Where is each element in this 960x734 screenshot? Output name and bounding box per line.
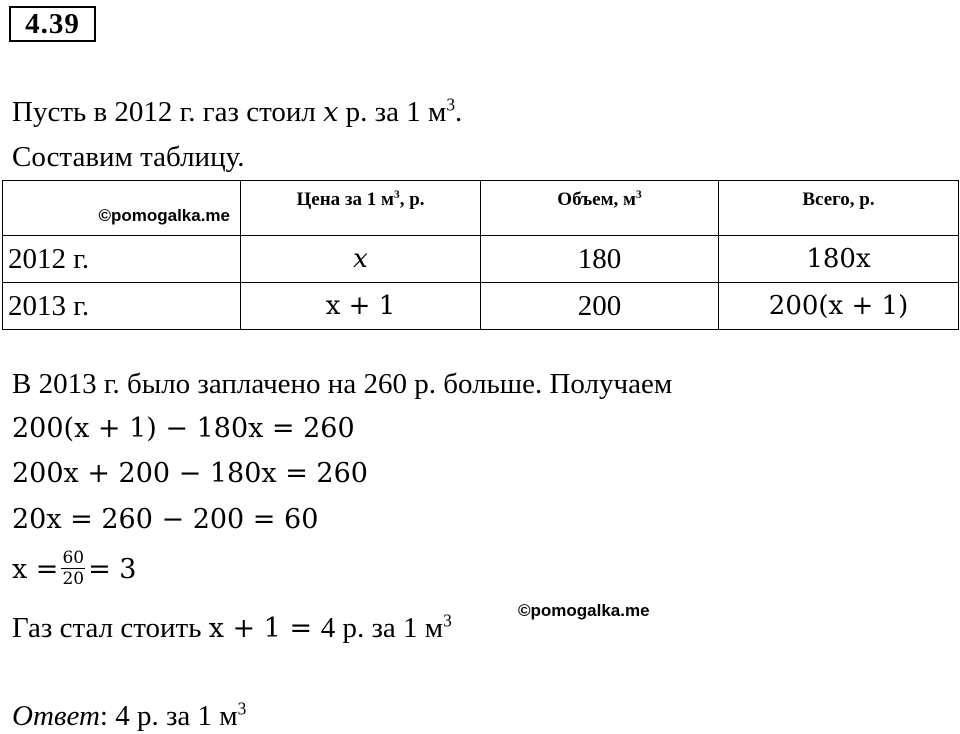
- header-total: Всего, р.: [719, 181, 959, 236]
- intro-text-a: Пусть в 2012 г. газ стоил: [12, 96, 324, 128]
- answer-label: Ответ: [12, 700, 100, 732]
- row-2012-price: x: [241, 236, 481, 283]
- intro-unit-exponent: 3: [446, 94, 456, 115]
- equation-3: 20x = 260 − 200 = 60: [12, 504, 319, 535]
- intro-line-1: [12, 94, 463, 128]
- row-2012-total: 180x: [719, 236, 959, 283]
- intro-text-b: р. за 1 м: [338, 96, 447, 128]
- header-price-exponent: 3: [393, 189, 400, 202]
- header-watermark-cell: [3, 181, 241, 236]
- equation-1: 200(x + 1) − 180x = 260: [12, 413, 355, 444]
- fraction-numerator: 60: [62, 548, 85, 568]
- solution-statement: В 2013 г. было заплачено на 260 р. больше. Получаем: [12, 368, 673, 400]
- row-2013-year: 2013 г.: [3, 283, 241, 330]
- answer-text: : 4 р. за 1 м: [99, 700, 238, 732]
- header-price: [241, 181, 481, 236]
- equation-2: 200x + 200 − 180x = 260: [12, 458, 368, 489]
- intro-variable: x: [323, 97, 339, 128]
- row-2013-total: 200(x + 1): [719, 283, 959, 330]
- header-price-tail: , р.: [399, 189, 425, 210]
- result-math: x + 1 =: [208, 613, 321, 644]
- result-line: [12, 610, 452, 644]
- table-watermark: ©pomogalka.me: [98, 206, 230, 225]
- fraction-denominator: 20: [62, 569, 85, 589]
- row-2012-volume: 180: [481, 236, 719, 283]
- equation-4-fraction: [61, 550, 85, 588]
- result-text-a: Газ стал стоить: [12, 612, 209, 644]
- row-2012-year: 2012 г.: [3, 236, 241, 283]
- equation-4: [12, 550, 136, 588]
- equation-4-lhs: x =: [12, 553, 59, 585]
- header-volume-label: Объем, м: [557, 189, 636, 210]
- result-unit-exponent: 3: [443, 610, 452, 631]
- problem-number: 4.39: [9, 6, 96, 42]
- result-text-b: 4 р. за 1 м: [320, 612, 444, 644]
- header-volume: [481, 181, 719, 236]
- header-volume-exponent: 3: [636, 189, 642, 202]
- answer-unit-exponent: 3: [237, 698, 247, 719]
- header-price-label: Цена за 1 м: [296, 189, 394, 210]
- table-row: [3, 236, 959, 283]
- equation-4-rhs: = 3: [88, 553, 137, 585]
- data-table: [2, 180, 959, 330]
- solution-watermark: ©pomogalka.me: [518, 601, 650, 620]
- table-header-row: [3, 181, 959, 236]
- row-2013-price: x + 1: [241, 283, 481, 330]
- row-2013-volume: 200: [481, 283, 719, 330]
- table-row: [3, 283, 959, 330]
- intro-line-2: Составим таблицу.: [12, 141, 245, 173]
- intro-text-c: .: [455, 96, 463, 128]
- answer-line: [12, 698, 247, 732]
